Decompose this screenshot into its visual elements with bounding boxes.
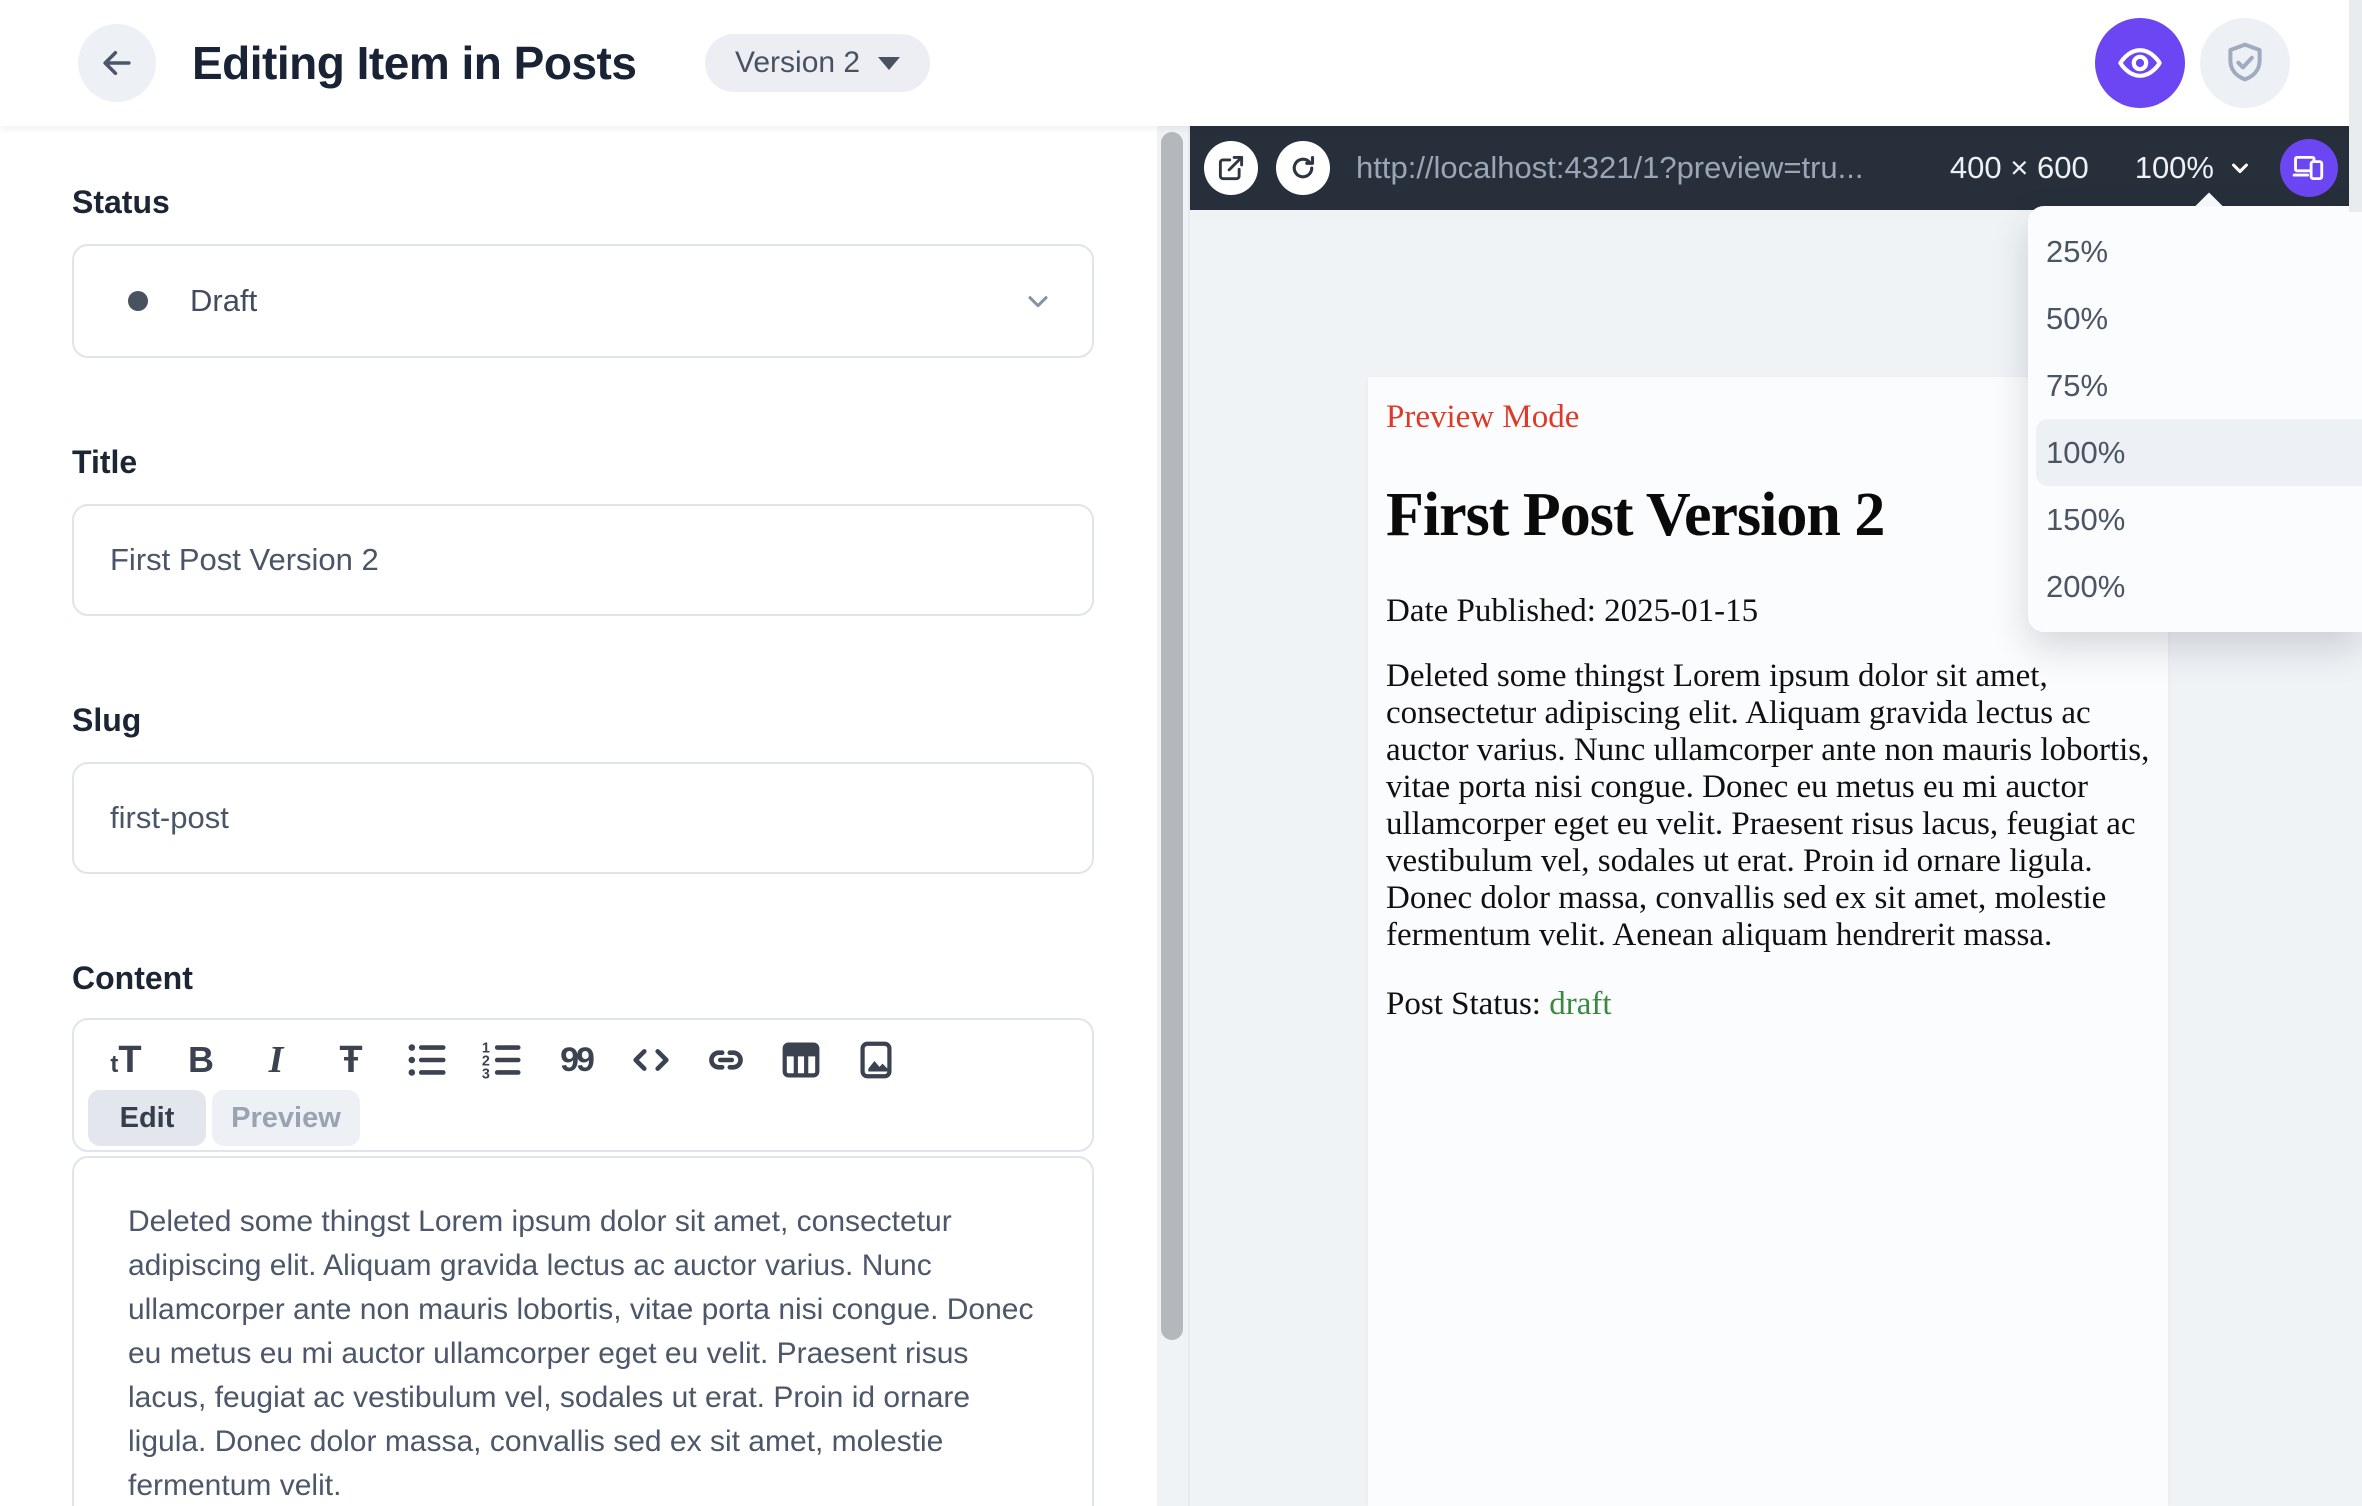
slug-input[interactable] [72, 762, 1094, 874]
validation-button[interactable] [2200, 18, 2290, 108]
link-icon [703, 1037, 749, 1083]
code-icon [628, 1037, 674, 1083]
refresh-button[interactable] [1276, 141, 1330, 195]
window-scrollbar[interactable] [2349, 0, 2362, 212]
open-in-new-tab-button[interactable] [1204, 141, 1258, 195]
post-date: Date Published: 2025-01-15 [1386, 593, 1759, 629]
zoom-option-50[interactable]: 50% [2046, 300, 2109, 336]
status-select[interactable] [72, 244, 1094, 358]
zoom-option-200[interactable]: 200% [2046, 568, 2126, 604]
bullet-list-icon [403, 1037, 449, 1083]
bold-icon: B [188, 1039, 214, 1080]
zoom-option-150[interactable]: 150% [2046, 501, 2126, 537]
version-label: Version 2 [735, 46, 861, 79]
caret-down-icon [878, 57, 900, 70]
code-button[interactable] [623, 1030, 679, 1090]
zoom-option-25[interactable]: 25% [2046, 233, 2109, 269]
italic-icon: I [268, 1039, 284, 1081]
title-value: First Post Version 2 [110, 542, 379, 577]
post-body: Deleted some thingst Lorem ipsum dolor sit amet, consectetur adipiscing elit. Aliquam gravida lectus ac auctor varius. Nunc ullamcorper ante non mauris lobortis, vitae porta nisi congue. Donec eu metus eu mi auctor ullamcorper eget eu velit. Praesent risus lacus, feugiat ac vestibulum vel, sodales ut erat. Proin id ornare ligula. Donec dolor massa, convallis sed ex sit amet, molestie fermentum velit. Aenean aliquam hendrerit massa. [1386, 658, 2150, 953]
content-label: Content [72, 960, 193, 996]
image-icon [853, 1037, 899, 1083]
title-label: Title [72, 444, 138, 480]
strikethrough-button[interactable] [323, 1030, 379, 1090]
zoom-option-100[interactable]: 100% [2036, 419, 2362, 486]
back-button[interactable] [78, 24, 156, 102]
tab-edit[interactable]: Edit [88, 1090, 206, 1146]
preview-toolbar-right [1950, 139, 2362, 197]
zoom-option-75[interactable]: 75% [2046, 367, 2109, 403]
preview-mode-banner: Preview Mode [1386, 399, 1580, 435]
page-title: Editing Item in Posts [192, 37, 637, 89]
app-header [0, 0, 2362, 126]
title-input[interactable] [72, 504, 1094, 616]
devices-icon [2292, 151, 2326, 185]
numbered-list-button[interactable] [473, 1030, 529, 1090]
post-status-line: Post Status: draft [1386, 986, 1612, 1022]
text-size-button[interactable] [98, 1030, 154, 1090]
table-icon [778, 1037, 824, 1083]
post-heading: First Post Version 2 [1386, 481, 1885, 549]
zoom-menu [2028, 206, 2362, 632]
open-in-new-icon [1216, 153, 1246, 183]
form-panel-scrollbar[interactable] [1161, 132, 1183, 1340]
bold-button[interactable] [173, 1030, 229, 1090]
preview-browser-toolbar [1190, 126, 2362, 210]
chevron-down-icon [1022, 285, 1054, 317]
quote-icon: 99 [560, 1040, 592, 1079]
preview-toggle-button[interactable] [2095, 18, 2185, 108]
link-button[interactable] [698, 1030, 754, 1090]
table-button[interactable] [773, 1030, 829, 1090]
status-dot-icon [128, 291, 148, 311]
blockquote-button[interactable] [548, 1030, 604, 1090]
text-size-icon: tT [110, 1038, 142, 1081]
bullet-list-button[interactable] [398, 1030, 454, 1090]
content-editor-text: Deleted some thingst Lorem ipsum dolor sit amet, consectetur adipiscing elit. Aliquam gravida lectus ac auctor varius. Nunc ullamcorper ante non mauris lobortis, vitae porta nisi congue. Donec eu metus eu mi auctor ullamcorper eget eu velit. Praesent risus lacus, feugiat ac vestibulum vel, sodales ut erat. Proin id ornare ligula. Donec dolor massa, convallis sed ex sit amet, molestie fermentum velit. [128, 1205, 1034, 1502]
post-status-value: draft [1549, 986, 1612, 1022]
image-button[interactable] [848, 1030, 904, 1090]
chevron-down-icon [2226, 154, 2254, 182]
svg-text:1: 1 [481, 1040, 490, 1057]
status-value: Draft [190, 283, 258, 318]
svg-text:2: 2 [481, 1053, 490, 1070]
arrow-left-icon [98, 44, 136, 82]
italic-button[interactable] [248, 1030, 304, 1090]
content-editor-textarea[interactable] [72, 1156, 1094, 1506]
viewport-dimensions: 400 × 600 [1949, 150, 2089, 185]
tab-preview[interactable]: Preview [212, 1090, 360, 1146]
strikethrough-icon: Ŧ [339, 1038, 363, 1081]
svg-text:3: 3 [481, 1066, 490, 1083]
content-editor-toolbar [72, 1018, 1094, 1152]
slug-label: Slug [72, 702, 142, 738]
editor-mode-tabs [88, 1090, 360, 1146]
device-mode-button[interactable] [2280, 139, 2338, 197]
version-selector[interactable] [705, 34, 930, 92]
refresh-icon [1288, 153, 1318, 183]
eye-icon [2116, 39, 2164, 87]
numbered-list-icon [478, 1037, 524, 1083]
slug-value: first-post [110, 800, 229, 835]
edit-form-panel [0, 126, 1157, 1506]
zoom-value: 100% [2134, 150, 2214, 185]
status-label: Status [72, 184, 170, 220]
preview-url[interactable]: http://localhost:4321/1?preview=tru... [1356, 150, 1864, 185]
zoom-dropdown-trigger[interactable] [2135, 150, 2254, 186]
shield-check-icon [2221, 39, 2269, 87]
formatting-buttons [98, 1028, 904, 1092]
